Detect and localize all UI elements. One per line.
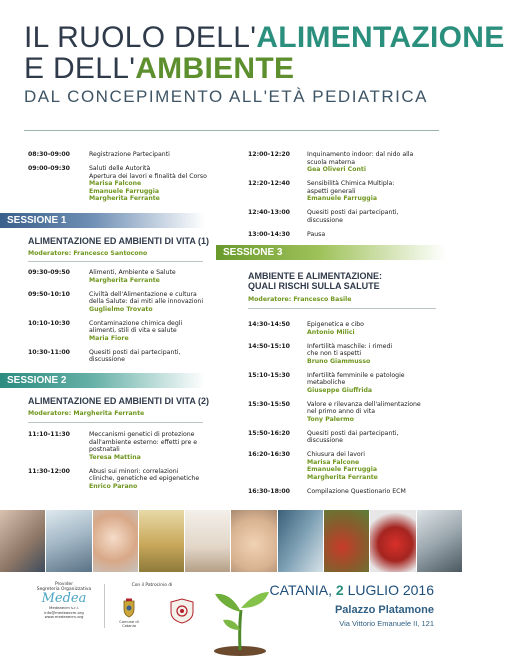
schedule-description: [89, 165, 207, 203]
talk-title-line: Abusi sui minori: correlazioni: [89, 467, 179, 475]
speaker-name: Bruno Giammusso: [307, 357, 371, 365]
schedule-description: [89, 291, 207, 314]
speaker-name: Giuseppe Giuffrida: [307, 386, 373, 394]
provider-contact-2: info@medeaecm.org: [44, 609, 84, 615]
talk-title-line: Apertura dei lavori e finalità del Corso: [89, 172, 207, 180]
talk-title-line: Pausa: [307, 230, 326, 238]
title-accent-1: ALIMENTAZIONE: [256, 21, 505, 54]
provider-name: Medea: [41, 591, 87, 606]
date-day: 2: [335, 582, 344, 598]
medea-logo: [28, 582, 100, 632]
talk-title-line: Contaminazione chimica degli: [89, 319, 183, 327]
speaker-name: Emanuele Farruggia: [89, 187, 160, 195]
provider-label: Provider: [54, 582, 74, 587]
talk-title-line: Civiltà dell'Alimentazione e cultura: [89, 290, 197, 298]
photo-lab-flask: [46, 510, 92, 572]
speaker-name: Tony Palermo: [307, 415, 354, 423]
talk-title-line: della Salute: dai miti alle innovazioni: [89, 298, 204, 305]
title-accent-2: AMBIENTE: [135, 52, 295, 85]
photo-fruit-basket: [324, 510, 370, 572]
speaker-name: Guglielmo Trovato: [89, 305, 153, 313]
photo-baby-smiling: [93, 510, 139, 572]
session-2-heading: ALIMENTAZIONE ED AMBIENTI DI VITA (2): [28, 396, 209, 406]
speaker-name: Maria Fiore: [89, 334, 129, 342]
date-month-year: LUGLIO 2016: [347, 582, 434, 598]
schedule-time: 15:10-15:30: [248, 371, 290, 379]
provider-contact-3: www.medeaecm.org: [44, 614, 84, 619]
event-date: [270, 582, 434, 599]
talk-title-line: che non ti aspetti: [307, 350, 362, 357]
speaker-name: Teresa Mattina: [89, 453, 141, 461]
session-1-rule: [28, 261, 203, 262]
speaker-name: Emanuele Farruggia: [307, 195, 378, 202]
schedule-description: [89, 269, 207, 284]
photo-grain-field: [139, 510, 185, 572]
talk-title-line: Epigenetica e cibo: [307, 321, 364, 328]
session-3-moderator: Moderatore: Francesco Basile: [248, 296, 352, 303]
schedule-description: [307, 209, 441, 224]
event-title: [24, 21, 505, 107]
venue-block: [270, 582, 434, 628]
footer-divider: [104, 584, 105, 628]
speaker-name: Margherita Ferrante: [89, 195, 160, 202]
title-plain-2: E DELL': [24, 52, 136, 85]
schedule-description: [307, 372, 441, 395]
photo-strip: [0, 510, 462, 572]
session-2-moderator: Moderatore: Margherita Ferrante: [28, 410, 145, 417]
event-subtitle: DAL CONCEPIMENTO ALL'ETÀ PEDIATRICA: [24, 87, 429, 106]
photo-baby-hand: [0, 510, 46, 572]
schedule-time: 12:00-12:20: [248, 151, 290, 158]
provider-sub: Segreteria Organizzativa: [36, 587, 92, 592]
talk-title-line: alimenti, stili di vita e salute: [89, 327, 177, 334]
schedule-time: 14:50-15:10: [248, 342, 290, 350]
provider-contact-1: Medeaecm s.r.l.: [49, 605, 79, 610]
photo-gas-mask: [417, 510, 462, 572]
schedule-description: [307, 401, 441, 424]
schedule-time: 10:10-10:30: [28, 319, 70, 327]
schedule-description: [307, 488, 441, 496]
city-name: CATANIA,: [269, 582, 333, 598]
talk-title-line: Quesiti posti dai partecipanti,: [307, 209, 399, 216]
schedule-time: 14:30-14:50: [248, 321, 290, 328]
schedule-time: 09:30-09:50: [28, 269, 70, 276]
schedule-description: [307, 343, 441, 366]
patron-1-caption: Comune di Catania: [119, 620, 139, 628]
title-plain-1: IL RUOLO DELL': [24, 21, 257, 54]
talk-title-line: Saluti delle Autorità: [89, 165, 151, 172]
session-3-heading-line-2: QUALI RISCHI SULLA SALUTE: [248, 281, 380, 291]
schedule-description: [307, 180, 441, 203]
talk-title-line: Compilazione Questionario ECM: [307, 487, 406, 495]
schedule-description: [307, 451, 441, 481]
schedule-description: [307, 231, 441, 239]
talk-title-line: Quesiti posti dai partecipanti,: [307, 429, 399, 437]
speaker-name: Emanuele Farruggia: [307, 466, 378, 473]
talk-title-line: discussione: [307, 437, 343, 444]
talk-title-line: Sensibilità Chimica Multipla:: [307, 180, 395, 187]
photo-syringe-tomato: [370, 510, 416, 572]
talk-title-line: Inquinamento indoor: dal nido alla: [307, 151, 414, 158]
venue-address: Via Vittorio Emanuele II, 121: [339, 619, 434, 628]
session-2-rule: [28, 422, 203, 423]
talk-title-line: Valore e rilevanza dell'alimentazione: [307, 400, 421, 408]
schedule-description: [89, 431, 207, 461]
talk-title-line: Meccanismi genetici di protezione: [89, 431, 195, 438]
schedule-description: [89, 320, 207, 343]
speaker-name: Marisa Falcone: [89, 180, 142, 187]
schedule-time: 12:40-13:00: [248, 209, 290, 216]
seedling-icon: [205, 578, 275, 656]
talk-title-line: nel primo anno di vita: [307, 408, 375, 415]
schedule-time: 09:50-10:10: [28, 290, 70, 298]
talk-title-line: Infertilità maschile: i rimedi: [307, 342, 393, 350]
schedule-time: 11:10-11:30: [28, 431, 70, 438]
schedule-time: 13:00-14:30: [248, 230, 290, 238]
talk-title-line: postnatali: [89, 446, 120, 453]
title-divider: [24, 130, 439, 131]
schedule-time: 16:20-16:30: [248, 451, 290, 458]
schedule-time: 15:30-15:50: [248, 400, 290, 408]
schedule-description: [307, 321, 441, 336]
schedule-time: 08:30-09:00: [28, 151, 70, 158]
talk-title-line: Alimenti, Ambiente e Salute: [89, 269, 176, 276]
talk-title-line: Quesiti posti dai partecipanti,: [89, 348, 181, 356]
speaker-name: Margherita Ferrante: [89, 276, 160, 284]
catania-crest-icon: [121, 598, 137, 618]
talk-title-line: dall'ambiente esterno: effetti pre e: [89, 438, 198, 446]
patronage-label: Con il Patrocinio di: [131, 583, 173, 588]
talk-title-line: metaboliche: [307, 379, 346, 386]
speaker-name: Gea Oliveri Conti: [307, 166, 366, 173]
schedule-time: 11:30-12:00: [28, 467, 70, 475]
talk-title-line: Registrazione Partecipanti: [89, 151, 170, 158]
health-agency-logo-icon: [168, 598, 196, 624]
session-1-heading: ALIMENTAZIONE ED AMBIENTI DI VITA (1): [28, 236, 209, 246]
talk-title-line: Chiusura dei lavori: [307, 451, 365, 458]
title-line-1: [24, 21, 505, 54]
talk-title-line: Infertilità femminile e patologie: [307, 371, 405, 379]
venue-name: Palazzo Platamone: [334, 604, 434, 616]
session-2-band: SESSIONE 2: [0, 373, 205, 388]
talk-title-line: scuola materna: [307, 158, 356, 166]
schedule-time: 16:30-18:00: [248, 487, 290, 495]
photo-apple-in-hands: [231, 510, 277, 572]
photo-test-tubes: [278, 510, 324, 572]
session-3-band: SESSIONE 3: [216, 245, 446, 260]
photo-family-silhouette: [185, 510, 231, 572]
schedule-time: 10:30-11:00: [28, 348, 70, 356]
schedule-time: 15:50-16:20: [248, 429, 290, 437]
schedule-description: [89, 349, 207, 364]
session-3-rule: [248, 308, 436, 309]
session-1-band: SESSIONE 1: [0, 213, 205, 228]
schedule-description: [307, 151, 441, 174]
speaker-name: Margherita Ferrante: [307, 473, 378, 481]
talk-title-line: discussione: [89, 356, 125, 363]
speaker-name: Antonio Milici: [307, 328, 355, 336]
schedule-time: 12:20-12:40: [248, 180, 290, 187]
title-line-2: [24, 53, 444, 84]
session-1-moderator: Moderatore: Francesco Santocono: [28, 250, 148, 257]
speaker-name: Marisa Falcone: [307, 458, 360, 466]
session-3-heading-line-1: AMBIENTE E ALIMENTAZIONE:: [248, 271, 382, 281]
speaker-name: Enrico Parano: [89, 482, 138, 490]
schedule-time: 09:00-09:30: [28, 165, 70, 172]
schedule-description: [89, 151, 207, 159]
talk-title-line: aspetti generali: [307, 187, 356, 195]
talk-title-line: cliniche, genetiche ed epigenetiche: [89, 475, 200, 482]
schedule-description: [307, 430, 441, 445]
schedule-description: [89, 468, 207, 491]
talk-title-line: discussione: [307, 216, 343, 224]
